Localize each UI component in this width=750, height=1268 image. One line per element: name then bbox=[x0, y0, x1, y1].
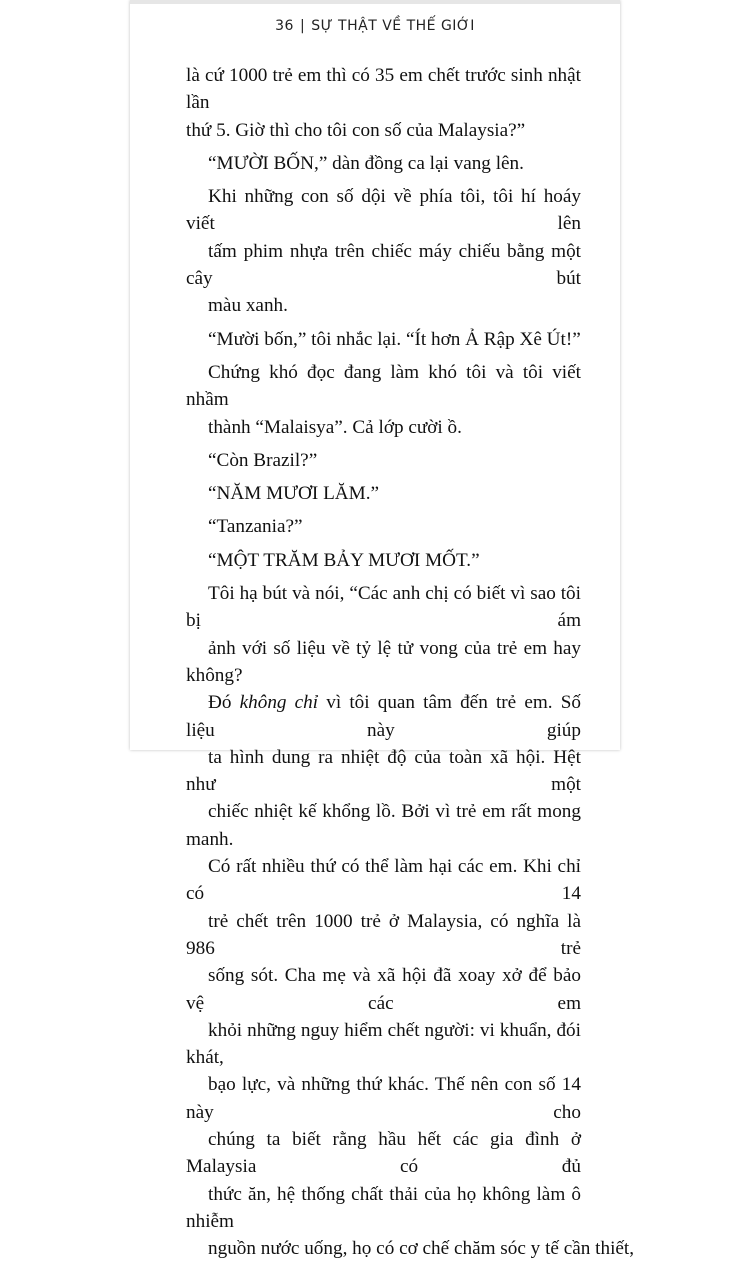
text-line: “Tanzania?” bbox=[208, 516, 303, 538]
header-separator: | bbox=[299, 18, 306, 34]
text-line: thành “Malaisya”. Cả lớp cười ồ. bbox=[208, 416, 462, 438]
paragraph bbox=[186, 326, 581, 353]
text-line: chúng ta biết rằng hầu hết các gia đình ở Malaysia có đủ bbox=[186, 1128, 581, 1178]
book-title: SỰ THẬT VỀ THẾ GIỚI bbox=[311, 18, 475, 34]
paragraph bbox=[186, 359, 581, 441]
text-line: trẻ chết trên 1000 trẻ ở Malaysia, có nghĩa là 986 trẻ bbox=[186, 910, 581, 959]
paragraph bbox=[186, 183, 581, 319]
page-top-edge bbox=[130, 0, 620, 4]
paragraph bbox=[186, 513, 581, 540]
text-line: Có rất nhiều thứ có thể làm hại các em. Khi chỉ có 14 bbox=[186, 856, 581, 905]
text-line: Khi những con số dội về phía tôi, tôi hí hoáy viết lên bbox=[186, 186, 581, 235]
text-line: ảnh với số liệu về tỷ lệ tử vong của trẻ em hay không? bbox=[186, 637, 581, 686]
paragraph bbox=[186, 580, 635, 1262]
text-line: thức ăn, hệ thống chất thải của họ không làm ô nhiễm bbox=[186, 1183, 581, 1232]
text-line: sống sót. Cha mẹ và xã hội đã xoay xở để bảo vệ các em bbox=[186, 965, 581, 1014]
paragraph bbox=[186, 480, 581, 507]
paragraph bbox=[186, 547, 581, 574]
text-line: “NĂM MƯƠI LĂM.” bbox=[208, 483, 380, 505]
text-line: thứ 5. Giờ thì cho tôi con số của Malaysia?” bbox=[186, 119, 526, 141]
text-line: bạo lực, và những thứ khác. Thế nên con số 14 này cho bbox=[186, 1074, 581, 1123]
book-page bbox=[130, 0, 635, 1260]
text-line: tấm phim nhựa trên chiếc máy chiếu bằng một cây bút bbox=[186, 240, 581, 290]
paragraph bbox=[186, 150, 581, 177]
text-line: “Còn Brazil?” bbox=[208, 449, 318, 471]
page-number: 36 bbox=[275, 18, 294, 34]
paragraph bbox=[186, 447, 581, 474]
text-line: khỏi những nguy hiểm chết người: vi khuẩn, đói khát, bbox=[186, 1019, 581, 1069]
text-line: nguồn nước uống, họ có cơ chế chăm sóc y tế cần thiết, bbox=[208, 1238, 635, 1260]
text-line: “MỘT TRĂM BẢY MƯƠI MỐT.” bbox=[208, 549, 480, 571]
text-line: Chứng khó đọc đang làm khó tôi và tôi viết nhầm bbox=[186, 361, 581, 411]
paragraph bbox=[186, 62, 581, 144]
text-line: Tôi hạ bút và nói, “Các anh chị có biết vì sao tôi bị ám bbox=[186, 583, 581, 632]
emphasis: không chỉ bbox=[239, 692, 319, 714]
text-line: “Mười bốn,” tôi nhắc lại. “Ít hơn Ả Rập Xê Út!” bbox=[208, 328, 581, 350]
text-line: là cứ 1000 trẻ em thì có 35 em chết trước sinh nhật lần bbox=[186, 65, 581, 114]
text-line: màu xanh. bbox=[208, 295, 288, 317]
text-line: ta hình dung ra nhiệt độ của toàn xã hội. Hệt như một bbox=[186, 746, 581, 796]
body-text bbox=[186, 62, 635, 1268]
text-line: Đó không chỉ vì tôi quan tâm đến trẻ em. Số liệu này giúp bbox=[186, 692, 581, 741]
text-line: chiếc nhiệt kế khổng lồ. Bởi vì trẻ em rất mong manh. bbox=[186, 801, 581, 850]
running-header bbox=[130, 18, 620, 34]
text-line: “MƯỜI BỐN,” dàn đồng ca lại vang lên. bbox=[208, 152, 524, 174]
